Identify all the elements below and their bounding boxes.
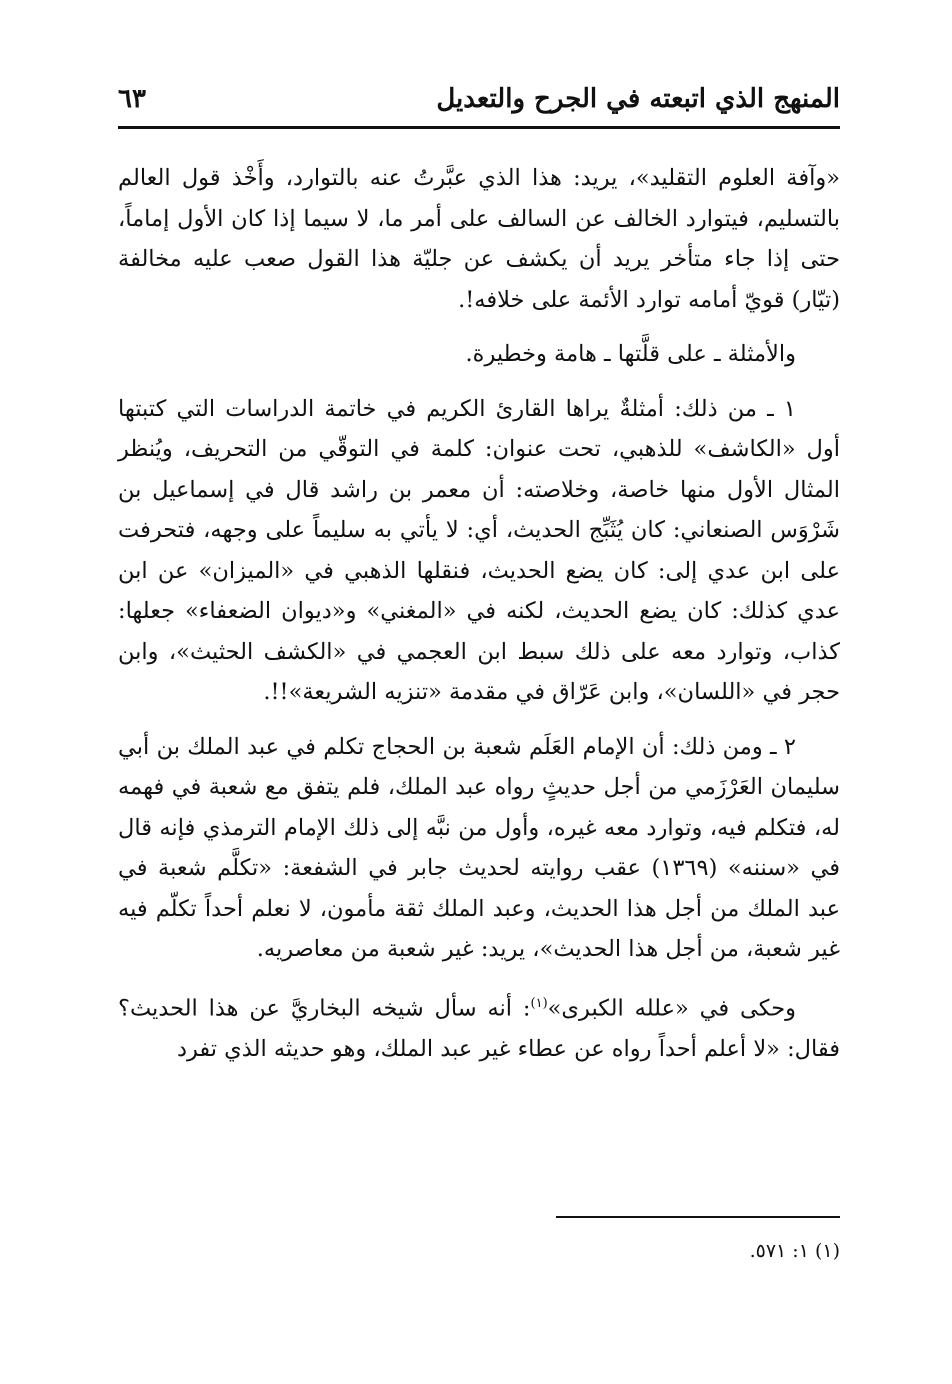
page-number: ٦٣	[118, 84, 146, 114]
paragraph-3: ١ ـ من ذلك: أمثلةٌ يراها القارئ الكريم في خاتمة الدراسات التي كتبتها أول «الكاشف» للذهبي، تحت عنوان: كلمة في التوقّي من التحريف، ويُنظر المثال الأول منها خاصة، وخلاصته: أن معمر بن راشد قال في إسماعيل بن شَرْوَس الصنعاني: كان يُثَبِّج الحديث، أي: لا يأتي به سليماً على وجهه، فتحرفت على ابن عدي إلى: كان يضع الحديث، فنقلها الذهبي في «الميزان» عن ابن عدي كذلك: كان يضع الحديث، لكنه في «المغني» و«ديوان الضعفاء» جعلها: كذاب، وتوارد معه على ذلك سبط ابن العجمي في «الكشف الحثيث»، وابن حجر في «اللسان»، وابن عَرّاق في مقدمة «تنزيه الشريعة»!!.	[118, 395, 840, 705]
footnote: (١) ١: ٥٧١.	[749, 1240, 840, 1262]
running-header	[118, 78, 840, 124]
paragraph-2: والأمثلة ـ على قلَّتها ـ هامة وخطيرة.	[465, 341, 796, 367]
footnote-marker: (١)	[530, 995, 548, 1011]
paragraph-4: ٢ ـ ومن ذلك: أن الإمام العَلَم شعبة بن الحجاج تكلم في عبد الملك بن أبي سليمان العَرْزَمي من أجل حديثٍ رواه عبد الملك، فلم يتفق مع شعبة في فهمه له، فتكلم فيه، وتوارد معه غيره، وأول من نبَّه إلى ذلك الإمام الترمذي فإنه قال في «سننه» (١٣٦٩) عقب روايته لحديث جابر في الشفعة: «تكلَّم شعبة في عبد الملك من أجل هذا الحديث، وعبد الملك ثقة مأمون، لا نعلم أحداً تكلّم فيه غير شعبة، من أجل هذا الحديث»، يريد: غير شعبة من معاصريه.	[118, 733, 840, 962]
paragraph-1: «وآفة العلوم التقليد»، يريد: هذا الذي عبَّرتُ عنه بالتوارد، وأَخْذ قول العالم بالتسليم، فيتوارد الخالف عن السالف على أمر ما، لا سيما إذا كان الأول إماماً، حتى إذا جاء متأخر يريد أن يكشف عن جليّة هذا القول صعب عليه مخالفة (تيّار) قويّ أمامه توارد الأئمة على خلافه!.	[118, 165, 840, 313]
paragraph-5-start: وحكى في «علله الكبرى»	[547, 995, 796, 1021]
header-title: المنهج الذي اتبعته في الجرح والتعديل	[436, 84, 840, 114]
paragraph-5-rest: : أنه سأل شيخه البخاريَّ عن هذا الحديث؟ فقال: «لا أعلم أحداً رواه عن عطاء غير عبد الملك، وهو حديثه الذي تفرد	[118, 995, 840, 1062]
footnote-divider	[556, 1216, 840, 1218]
header-divider	[118, 126, 840, 129]
main-text	[118, 158, 840, 1083]
paragraph-5	[118, 984, 840, 1070]
